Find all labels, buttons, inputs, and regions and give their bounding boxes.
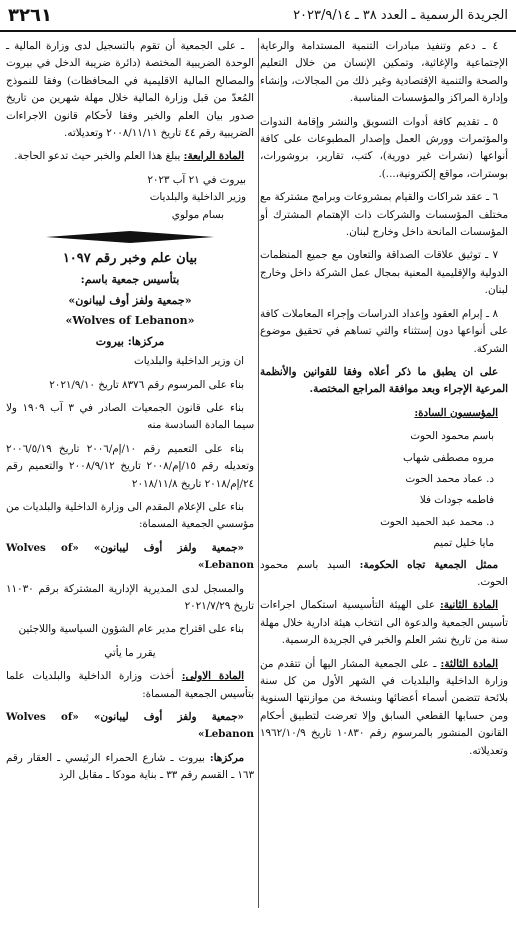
article-3 bbox=[260, 656, 508, 760]
founders-heading: المؤسسون السادة: bbox=[414, 406, 498, 419]
article-3-label: المادة الثالثة: bbox=[440, 657, 498, 670]
page-number: ٣٢٦١ bbox=[8, 4, 52, 26]
paragraph: ٦ ـ عقد شراكات والقيام بمشروعات وبرامج مشتركة مع مختلف المؤسسات والشركات ذات الإهتمام المشترك أو المؤسسات المانحة داخل وخارج لبنان. bbox=[260, 191, 508, 239]
article-2-label: المادة الثانية: bbox=[439, 599, 498, 612]
association-name-ar: «جمعية ولفز أوف ليبانون» bbox=[68, 293, 192, 307]
paragraph: ٨ ـ إبرام العقود وإعداد الدراسات وإجراء المعاملات كافة على أنواعها دون إستثناء والتي تساهم في تحقيق موضوع الشركة. bbox=[260, 307, 508, 355]
article-1 bbox=[6, 668, 254, 703]
signature-role: وزير الداخلية والبلديات bbox=[149, 191, 246, 204]
founder-name: د. عماد محمد الحوت bbox=[405, 472, 494, 485]
paragraph: بناء على التعميم رقم ١٠/إم/٢٠٠٦ تاريخ ٢٠٠٦/٥/١٩ وتعديله رقم ١٥/إم/٢٠٠٨ تاريخ ٢٠٠٨/٩/١٢ والتعميم رقم ٢٤/إم/٢٠١٨ تاريخ ٢٠١٨/١١/٨ bbox=[6, 442, 254, 490]
paragraph: ٧ ـ توثيق علاقات الصداقة والتعاون مع جميع المنظمات الدولية والإقليمية المعنية بمجال عمل الشركة داخل وخارج لبنان. bbox=[260, 249, 508, 297]
founders-list bbox=[260, 428, 508, 552]
gazette-title: الجريدة الرسمية ـ العدد ٣٨ ـ ٢٠٢٣/٩/١٤ bbox=[293, 7, 508, 23]
article-4 bbox=[6, 148, 254, 165]
article-4-text: يبلغ هذا العلم والخبر حيث تدعو الحاجة. bbox=[14, 150, 181, 163]
signature-date: بيروت في ٢١ آب ٢٠٢٣ bbox=[147, 173, 246, 186]
paragraph: بناء على المرسوم رقم ٨٣٧٦ تاريخ ٢٠٢١/٩/١٠ bbox=[49, 378, 244, 391]
left-column bbox=[6, 38, 254, 791]
paragraph: ٤ ـ دعم وتنفيذ مبادرات التنمية المستدامة والرعاية الإجتماعية والإغاثية، وتمكين الإنسان من خلال التعليم والصحة والتنمية الإقتصادية وغير ذلك من المجالات، وإنشاء وإدارة المراكز والمؤسسات المناسبة. bbox=[260, 40, 508, 105]
paragraph: والمسجل لدى المديرية الإدارية المشتركة برقم ١١٠٣٠ تاريخ ٢٠٢١/٧/٢٩ bbox=[6, 582, 254, 612]
article-3-text: ـ على الجمعية المشار اليها أن تتقدم من وزارة الداخلية والبلديات في الشهر الأول من كل سنة بلائحة تتضمن أسماء أعضائها وبنسخة من موازنتها السنوية ومن حسابها القطعي السابق وإلا تعرضت لتطبيق أحكام القانون المنشور بالمرسوم رقم ١٠٨٣٠ تاريخ ١٩٦٢/١٠/٩ وتعديلاته. bbox=[260, 657, 508, 757]
paragraph-condition: على ان يطبق ما ذكر أعلاه وفقا للقوانين والأنظمة المرعية الإجراء وبعد موافقة المراجع المختصة. bbox=[260, 365, 508, 396]
headquarters: مركزها: بيروت bbox=[95, 334, 165, 348]
column-divider bbox=[258, 38, 259, 908]
founder-name: مروه مصطفى شهاب bbox=[403, 451, 494, 464]
paragraph: ـ على الجمعية أن تقوم بالتسجيل لدى وزارة المالية ـ الوحدة الضريبية المختصة (دائرة ضريبة الدخل في بيروت والمصالح المالية الاقليمية في المحافظات) وفقا للنموذج المُعدّ من قبل وزارة المالية خلال مهلة شهرين من تاريخ صدور بيان العلم والخبر وفقا لأحكام قانون الاجراءات الضريبية رقم ٤٤ تاريخ ٢٠٠٨/١١/١١ وتعديلاته. bbox=[6, 40, 254, 140]
paragraph: بناء على اقتراح مدير عام الشؤون السياسية واللاجئين bbox=[18, 623, 244, 636]
page-header bbox=[0, 0, 516, 32]
founder-name: باسم محمود الحوت bbox=[410, 430, 494, 443]
notice-subtitle: بتأسيس جمعية باسم: bbox=[80, 273, 180, 287]
paragraph: ان وزير الداخلية والبلديات bbox=[134, 355, 244, 368]
decides-line: يقرر ما يأتي bbox=[104, 646, 156, 659]
article-2 bbox=[260, 597, 508, 649]
government-representative bbox=[260, 557, 508, 592]
section-separator bbox=[46, 230, 214, 244]
address-text: بيروت ـ شارع الحمراء الرئيسي ـ العقار رقم ١٦٣ ـ القسم رقم ٣٣ ـ بناية مودكا ـ مقابل الرد bbox=[6, 751, 254, 782]
paragraph: بناء على الإعلام المقدم الى وزارة الداخلية والبلديات من مؤسسي الجمعية المسماة: bbox=[6, 500, 254, 531]
association-name-en: «Wolves of Lebanon» bbox=[65, 314, 195, 328]
article-1-label: المادة الاولى: bbox=[181, 670, 244, 683]
address-label: مركزها: bbox=[209, 751, 244, 764]
founder-name: فاطمه جودات فلا bbox=[419, 494, 494, 507]
rep-label: ممثل الجمعية تجاه الحكومة: bbox=[359, 558, 499, 571]
article-4-label: المادة الرابعة: bbox=[183, 150, 244, 163]
article-2-text: على الهيئة التأسيسية استكمال اجراءات تأسيس الجمعية والدعوة الى انتخاب هيئة ادارية خلال مهلة سنة من تاريخ نشر العلم والخبر في الجريدة الرسمية. bbox=[260, 599, 508, 647]
article-1-association-name: «جمعية ولفز أوف ليبانون» «Wolves of Lebanon» bbox=[6, 711, 254, 741]
founder-name: د. محمد عبد الحميد الحوت bbox=[380, 515, 494, 528]
address bbox=[6, 750, 254, 785]
paragraph: ٥ ـ تقديم كافة أدوات التسويق والنشر وإقامة الندوات والمؤتمرات وورش العمل وإصدار المطبوعات على كافة أنواعها (نشرات غير دورية)، كتب، تقارير، بروشورات، بوسترات، مواقع إلكترونية،...). bbox=[260, 115, 508, 180]
article-1-text: أخذت وزارة الداخلية والبلديات علما بتأسيس الجمعية المسماة: bbox=[6, 670, 254, 700]
rep-name: السيد باسم محمود الحوت. bbox=[260, 558, 508, 588]
paragraph: بناء على قانون الجمعيات الصادر في ٣ آب ١٩٠٩ ولا سيما المادة السادسة منه bbox=[6, 401, 254, 432]
signature-name: بسام مولوي bbox=[171, 208, 224, 221]
separator-shape bbox=[46, 230, 214, 244]
association-name-line: «جمعية ولفز أوف ليبانون» «Wolves of Lebanon» bbox=[6, 541, 254, 572]
right-column bbox=[260, 38, 508, 766]
founder-name: مايا خليل تميم bbox=[433, 537, 494, 550]
notice-title: بيان علم وخبر رقم ١٠٩٧ bbox=[62, 251, 198, 267]
